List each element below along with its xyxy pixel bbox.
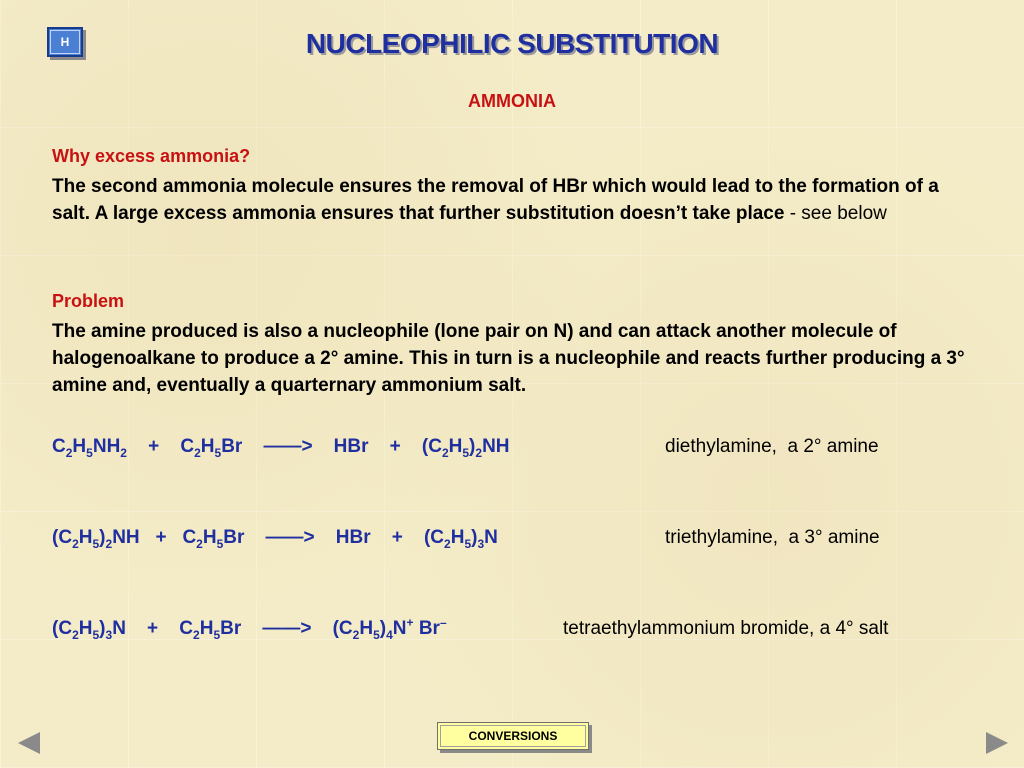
section-text-problem: The amine produced is also a nucleophile (lone pair on N) and can attack another molecule of halogenoalkane to produce a 2° amine. This in turn is a nucleophile and reacts further producing a 3° amine and, eventually a quarternary ammonium salt. bbox=[52, 321, 965, 396]
eq2-reactant1: $(C_2H_5)_2NH$ bbox=[52, 527, 140, 551]
eq3-arrow: ——> bbox=[262, 618, 312, 639]
eq3-plus: + bbox=[147, 618, 159, 639]
eq3-name: tetraethylammonium bromide, a 4° salt bbox=[563, 618, 889, 639]
page-subtitle: AMMONIA bbox=[468, 91, 556, 111]
eq1-plus: + bbox=[148, 436, 160, 457]
eq1-product2: $(C_2H_5)_2NH$ bbox=[421, 436, 510, 460]
previous-arrow-icon[interactable] bbox=[18, 732, 40, 754]
equation-3 bbox=[52, 615, 447, 642]
eq2-product1: HBr bbox=[335, 527, 371, 548]
eq3-reactant2: $C_2H_5Br$ bbox=[179, 618, 242, 642]
equation-1 bbox=[52, 436, 510, 458]
eq2-arrow: ——> bbox=[265, 527, 315, 548]
eq2-plus-2: + bbox=[391, 527, 403, 548]
why-excess-see-below: - see below bbox=[784, 203, 887, 224]
eq1-arrow: ——> bbox=[263, 436, 313, 457]
equation-2 bbox=[52, 527, 498, 549]
home-button[interactable]: H bbox=[47, 27, 83, 57]
eq2-plus: + bbox=[155, 527, 167, 548]
page-title: NUCLEOPHILIC SUBSTITUTION bbox=[305, 28, 719, 59]
eq1-product1: HBr bbox=[333, 436, 369, 457]
eq2-reactant2: $C_2H_5Br$ bbox=[182, 527, 245, 551]
conversions-button[interactable]: CONVERSIONS bbox=[437, 722, 589, 750]
next-arrow-icon[interactable] bbox=[986, 732, 1008, 754]
eq2-product2: $(C_2H_5)_3N$ bbox=[423, 527, 498, 551]
section-heading-why-excess: Why excess ammonia? bbox=[52, 146, 251, 166]
eq3-product: $(C_2H_5)_4N^+$ Br– bbox=[332, 615, 447, 642]
section-text-why-excess bbox=[52, 173, 982, 227]
eq2-name: triethylamine, a 3° amine bbox=[665, 527, 880, 548]
eq1-reactant1: $C_2H_5NH_2$ bbox=[52, 436, 127, 460]
section-heading-problem: Problem bbox=[52, 291, 125, 311]
eq1-plus-2: + bbox=[389, 436, 401, 457]
why-excess-bold-text: The second ammonia molecule ensures the removal of HBr which would lead to the formation of a salt. A large excess ammonia ensures that further substitution doesn’t take place bbox=[52, 176, 939, 224]
eq1-reactant2: $C_2H_5Br$ bbox=[180, 436, 243, 460]
eq1-name: diethylamine, a 2° amine bbox=[665, 436, 879, 457]
eq3-reactant1: $(C_2H_5)_3N$ bbox=[52, 618, 126, 642]
